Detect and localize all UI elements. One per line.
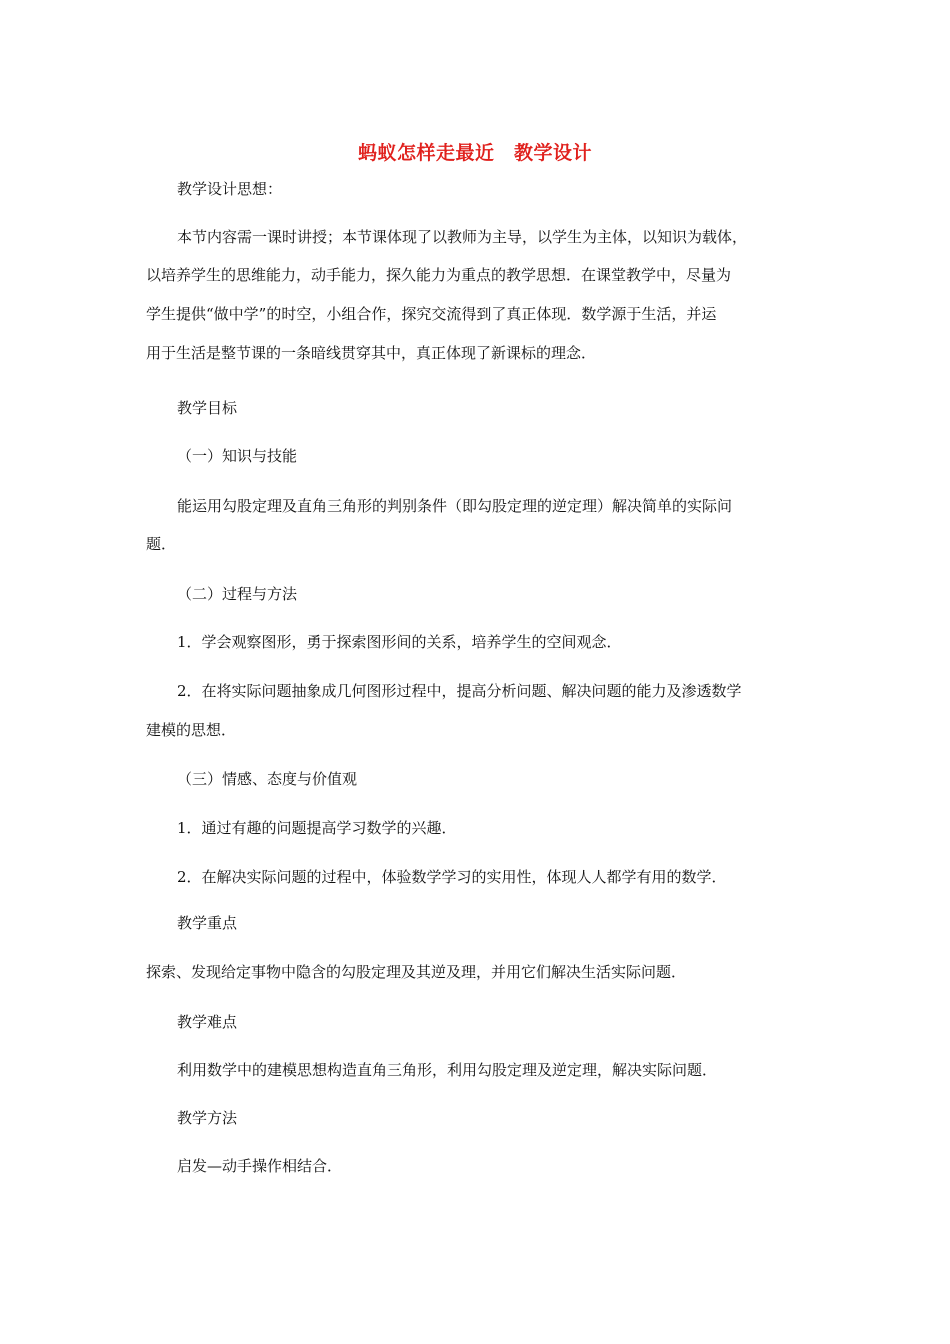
list-item: 2．在将实际问题抽象成几何图形过程中，提高分析问题、解决问题的能力及渗透数学: [177, 682, 742, 700]
paragraph-line: 利用数学中的建模思想构造直角三角形，利用勾股定理及逆定理，解决实际问题．: [177, 1061, 718, 1079]
subheading-process-method: （二）过程与方法: [177, 585, 298, 603]
paragraph-line: 用于生活是整节课的一条暗线贯穿其中，真正体现了新课标的理念．: [146, 344, 597, 362]
subheading-emotion-attitude: （三）情感、态度与价值观: [177, 770, 358, 788]
paragraph-line: 题．: [146, 535, 177, 553]
section-heading-design-idea: 教学设计思想：: [177, 180, 283, 198]
paragraph-line: 能运用勾股定理及直角三角形的判别条件（即勾股定理的逆定理）解决简单的实际问: [177, 497, 733, 515]
list-item: 1．学会观察图形，勇于探索图形间的关系，培养学生的空间观念．: [177, 633, 622, 651]
paragraph-line: 探索、发现给定事物中隐含的勾股定理及其逆及理，并用它们解决生活实际问题．: [146, 963, 687, 981]
section-heading-objectives: 教学目标: [177, 399, 238, 417]
paragraph-line: 本节内容需一课时讲授；本节课体现了以教师为主导，以学生为主体，以知识为载体，: [177, 228, 748, 246]
list-item: 2．在解决实际问题的过程中，体验数学学习的实用性，体现人人都学有用的数学．: [177, 868, 727, 886]
paragraph-line: 以培养学生的思维能力，动手能力，探久能力为重点的教学思想．在课堂教学中，尽量为: [146, 266, 732, 284]
section-heading-difficulties: 教学难点: [177, 1013, 238, 1031]
section-heading-methods: 教学方法: [177, 1109, 238, 1127]
list-item-continuation: 建模的思想．: [146, 721, 237, 739]
document-title: 蚂蚁怎样走最近 教学设计: [357, 142, 592, 164]
section-heading-key-points: 教学重点: [177, 914, 238, 932]
paragraph-line: 学生提供“做中学”的时空，小组合作，探究交流得到了真正体现．数学源于生活，并运: [146, 305, 717, 323]
paragraph-line: 启发—动手操作相结合．: [177, 1157, 343, 1175]
list-item: 1．通过有趣的问题提高学习数学的兴趣．: [177, 819, 457, 837]
subheading-knowledge-skills: （一）知识与技能: [177, 447, 298, 465]
